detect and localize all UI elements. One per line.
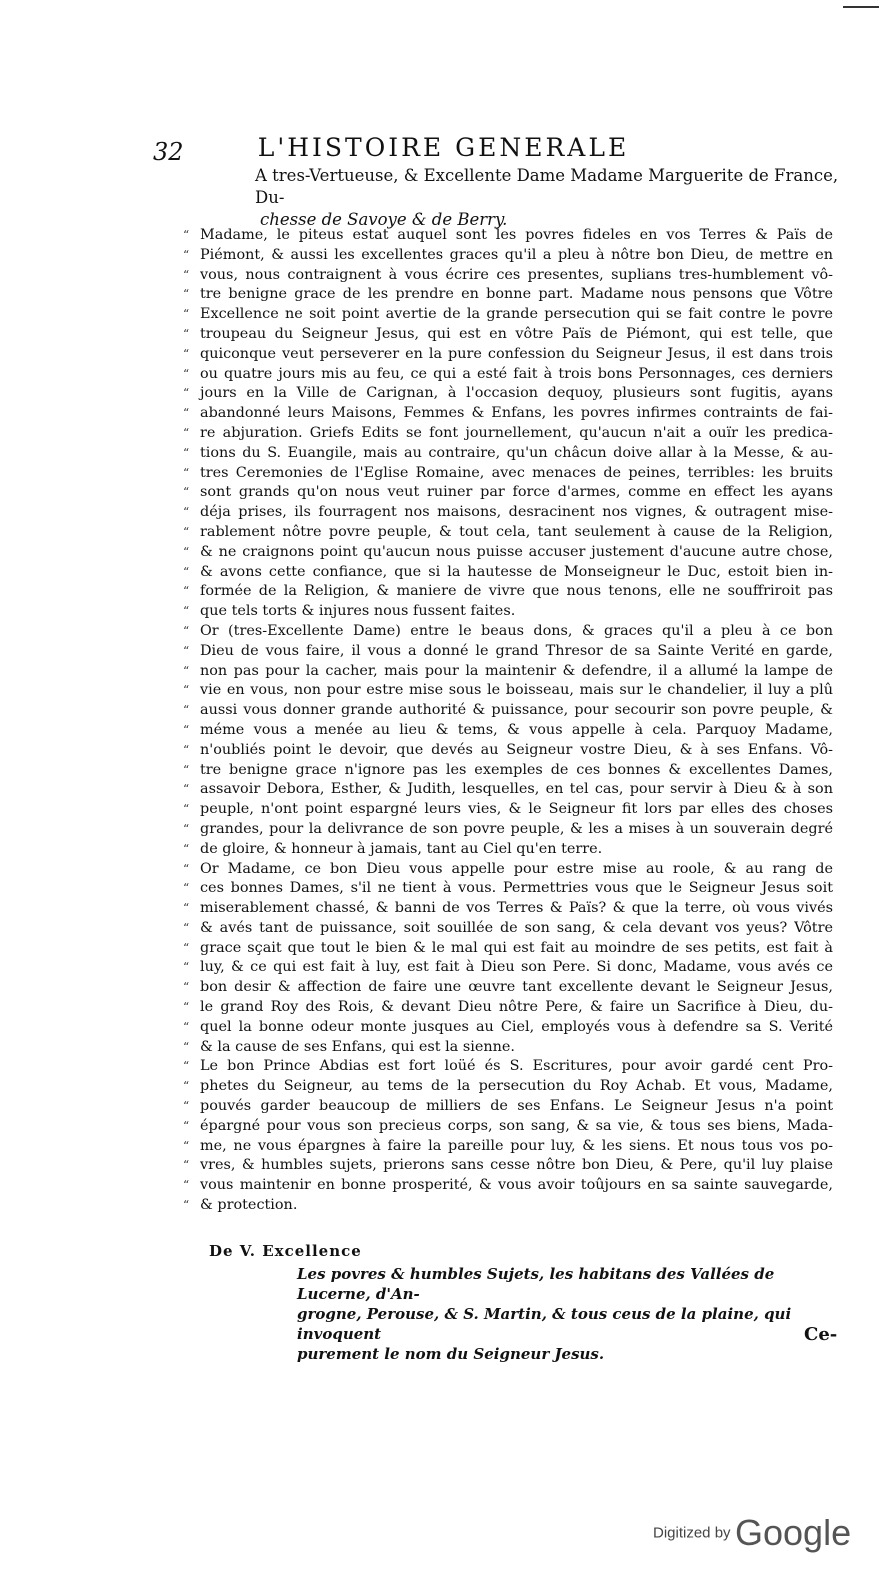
quote-mark: “	[183, 228, 190, 242]
line-text: ou quatre jours mis au feu, ce qui a esté fait à trois bons Personnages, ces derniers	[200, 365, 833, 382]
line-text: pouvés garder beaucoup de milliers de ses Enfans. Le Seigneur Jesus n'a point	[200, 1098, 833, 1115]
line-text: Dieu de vous faire, il vous a donné le grand Thresor de sa Sainte Verité en garde,	[200, 642, 833, 659]
line-text: & protection.	[200, 1197, 298, 1214]
line-text: tions du S. Euangile, mais au contraire, qu'un châcun doive allar à la Messe, & au-	[200, 444, 833, 461]
text-line	[183, 622, 833, 642]
line-text: tres Ceremonies de l'Eglise Romaine, avec menaces de peines, terribles: les bruits	[200, 464, 833, 481]
heading-line: A tres-Vertueuse, & Excellente Dame Madame Marguerite de France, Du-	[255, 166, 839, 207]
line-text: miserablement chassé, & banni de vos Terres & Païs? & que la terre, où vous vivés	[200, 900, 833, 917]
line-text: jours en la Ville de Carignan, à l'occasion dequoy, plusieurs sont fugitis, ayans	[200, 385, 833, 402]
text-line	[183, 919, 833, 939]
quote-mark: “	[183, 287, 190, 302]
letter-body	[183, 226, 833, 1216]
digitized-by-label: Digitized by	[653, 1524, 731, 1542]
quote-mark: “	[183, 1079, 190, 1094]
text-line	[183, 761, 833, 781]
line-text: épargné pour vous son precieus corps, son sang, & sa vie, & tous ses biens, Mada-	[200, 1117, 833, 1134]
text-line	[183, 681, 833, 701]
line-text: & la cause de ses Enfans, qui est la sienne.	[200, 1038, 515, 1055]
quote-mark: “	[183, 1000, 190, 1015]
quote-mark: “	[183, 722, 190, 737]
line-text: Madame, le piteus estat auquel sont les povres fideles en vos Terres & Païs de	[200, 227, 833, 243]
quote-mark: “	[183, 841, 190, 856]
text-line	[183, 701, 833, 721]
closing-salutation: De V. Excellence	[209, 1242, 362, 1260]
quote-mark: “	[183, 861, 190, 876]
line-text: quel la bonne odeur monte jusques au Ciel, employés vous à defendre sa S. Verité	[200, 1018, 833, 1035]
line-text: vous, nous contraignent à vous écrire ces presentes, suplians tres-humblement vô-	[200, 266, 833, 283]
text-line	[183, 582, 833, 602]
line-text: ces bonnes Dames, s'il ne tient à vous. Permettries vous que le Seigneur Jesus soit	[200, 880, 833, 897]
quote-mark: “	[183, 683, 190, 698]
line-text: Piémont, & aussi les excellentes graces qu'il a pleu à nôtre bon Dieu, de mettre en	[200, 246, 833, 263]
text-line	[183, 1196, 833, 1216]
text-line	[183, 424, 833, 444]
page-number: 32	[153, 138, 184, 166]
line-text: me, ne vous épargnes à faire la pareille pour luy, & les siens. Et nous tous vos po-	[200, 1137, 833, 1154]
text-line	[183, 1097, 833, 1117]
quote-mark: “	[183, 940, 190, 955]
quote-mark: “	[183, 901, 190, 916]
line-text: Excellence ne soit point avertie de la grande persecution qui se fait contre le povre	[200, 306, 833, 323]
line-text: Or (tres-Excellente Dame) entre le beaus dons, & graces qu'il a pleu à ce bon	[200, 622, 833, 639]
text-line	[183, 662, 833, 682]
line-text: tre benigne grace de les prendre en bonne part. Madame nous pensons que Vôtre	[200, 286, 833, 303]
text-line	[183, 840, 833, 860]
text-line	[183, 780, 833, 800]
text-line	[183, 800, 833, 820]
text-line	[183, 1018, 833, 1038]
running-head: L'HISTOIRE GENERALE	[257, 133, 630, 162]
quote-mark: “	[183, 920, 190, 935]
quote-mark: “	[183, 1099, 190, 1114]
signature-line: grogne, Perouse, & S. Martin, & tous ceus de la plaine, qui invoquent	[297, 1305, 792, 1343]
text-line	[183, 899, 833, 919]
quote-mark: “	[183, 1158, 190, 1173]
text-line	[183, 939, 833, 959]
quote-mark: “	[183, 326, 190, 341]
quote-mark: “	[183, 1019, 190, 1034]
text-line	[183, 978, 833, 998]
quote-mark: “	[183, 623, 190, 638]
text-line	[183, 879, 833, 899]
quote-mark: “	[183, 782, 190, 797]
text-line	[183, 721, 833, 741]
text-line	[183, 1057, 833, 1077]
quote-mark: “	[183, 425, 190, 440]
line-text: sont grands qu'on nous veut ruiner par force d'armes, comme en effect les ayans	[200, 484, 833, 501]
line-text: & ne craignons point qu'aucun nous puisse accuser justement d'aucune autre chose,	[200, 543, 833, 560]
scan-mark	[843, 6, 879, 8]
text-line	[183, 345, 833, 365]
line-text: déja prises, ils fourragent nos maisons, desracinent nos vignes, & outragent mise-	[200, 504, 833, 521]
quote-mark: “	[183, 821, 190, 836]
quote-mark: “	[183, 307, 190, 322]
quote-mark: “	[183, 1118, 190, 1133]
text-line	[183, 384, 833, 404]
line-text: re abjuration. Griefs Edits se font journellement, qu'aucun n'ait a ouïr les predica-	[200, 424, 833, 441]
text-line	[183, 642, 833, 662]
quote-mark: “	[183, 267, 190, 282]
line-text: quiconque veut perseverer en la pure confession du Seigneur Jesus, il est dans trois	[200, 345, 833, 362]
text-line	[183, 246, 833, 266]
quote-mark: “	[183, 762, 190, 777]
line-text: phetes du Seigneur, au tems de la persecution du Roy Achab. Et vous, Madame,	[200, 1078, 833, 1095]
quote-mark: “	[183, 663, 190, 678]
line-text: Le bon Prince Abdias est fort loüé és S. Escritures, pour avoir gardé cent Pro-	[200, 1058, 833, 1075]
quote-mark: “	[183, 366, 190, 381]
line-text: luy, & ce qui est fait à luy, est fait à Dieu son Pere. Si donc, Madame, vous avés ce	[200, 959, 833, 976]
line-text: aussi vous donner grande authorité & puissance, pour secourir son povre peuple, &	[200, 702, 833, 719]
quote-mark: “	[183, 505, 190, 520]
quote-mark: “	[183, 643, 190, 658]
line-text: méme vous a menée au lieu & tems, & vous appelle à cela. Parquoy Madame,	[200, 721, 833, 738]
line-text: tre benigne grace n'ignore pas les exemples de ces bonnes & excellentes Dames,	[200, 761, 833, 778]
line-text: vres, & humbles sujets, prierons sans cesse nôtre bon Dieu, & Pere, qu'il luy plaise	[200, 1157, 833, 1174]
text-line	[183, 998, 833, 1018]
signature-block	[297, 1264, 832, 1364]
quote-mark: “	[183, 1059, 190, 1074]
line-text: grandes, pour la delivrance de son povre peuple, & les a mises à un souverain degré	[200, 820, 833, 837]
line-text: peuple, n'ont point espargné leurs vies, & le Seigneur fit lors par elles des choses	[200, 801, 833, 818]
line-text: rablement nôtre povre peuple, & tout cela, tant seulement à cause de la Religion,	[200, 523, 833, 540]
heading-line: chesse de Savoye & de Berry.	[260, 210, 508, 229]
line-text: bon desir & affection de faire une œuvre tant excellente devant le Seigneur Jesus,	[200, 979, 833, 996]
quote-mark: “	[183, 544, 190, 559]
text-line	[183, 1038, 833, 1058]
text-line	[183, 860, 833, 880]
line-text: & avons cette confiance, que si la hautesse de Monseigneur le Duc, estoit bien in-	[200, 563, 833, 580]
quote-mark: “	[183, 742, 190, 757]
text-line	[183, 1077, 833, 1097]
text-line	[183, 1117, 833, 1137]
line-text: vie en vous, non pour estre mise sous le boisseau, mais sur le chandelier, il luy a plû	[200, 682, 833, 699]
catchword: Ce-	[804, 1324, 838, 1345]
text-line	[183, 1137, 833, 1157]
text-line	[183, 1176, 833, 1196]
line-text: vous maintenir en bonne prosperité, & vous avoir toûjours en sa sainte sauvegarde,	[200, 1177, 833, 1194]
quote-mark: “	[183, 485, 190, 500]
text-line	[183, 503, 833, 523]
line-text: assavoir Debora, Esther, & Judith, lesquelles, en tel cas, pour servir à Dieu & à son	[200, 781, 833, 798]
text-line	[183, 444, 833, 464]
text-line	[183, 325, 833, 345]
line-text: & avés tant de puissance, soit souillée de son sang, & cela devant vos yeus? Vôtre	[200, 919, 833, 936]
text-line	[183, 958, 833, 978]
quote-mark: “	[183, 703, 190, 718]
text-line	[183, 523, 833, 543]
quote-mark: “	[183, 1039, 190, 1054]
text-line	[183, 563, 833, 583]
quote-mark: “	[183, 881, 190, 896]
line-text: Or Madame, ce bon Dieu vous appelle pour estre mise au roole, & au rang de	[200, 860, 833, 877]
quote-mark: “	[183, 386, 190, 401]
quote-mark: “	[183, 406, 190, 421]
line-text: troupeau du Seigneur Jesus, qui est en vôtre Païs de Piémont, qui est telle, que	[200, 325, 833, 342]
quote-mark: “	[183, 1178, 190, 1193]
line-text: grace sçait que tout le bien & le mal qui est fait au moindre de ses petits, est fait à	[200, 939, 833, 956]
text-line	[183, 226, 833, 246]
text-line	[183, 543, 833, 563]
text-line	[183, 483, 833, 503]
line-text: non pas pour la cacher, mais pour la maintenir & defendre, il a allumé la lampe de	[200, 662, 833, 679]
quote-mark: “	[183, 604, 190, 619]
text-line	[183, 820, 833, 840]
quote-mark: “	[183, 247, 190, 262]
line-text: le grand Roy des Rois, & devant Dieu nôtre Pere, & faire un Sacrifice à Dieu, du-	[200, 999, 833, 1016]
quote-mark: “	[183, 524, 190, 539]
line-text: de gloire, & honneur à jamais, tant au Ciel qu'en terre.	[200, 840, 603, 857]
text-line	[183, 305, 833, 325]
quote-mark: “	[183, 960, 190, 975]
signature-line: Les povres & humbles Sujets, les habitans des Vallées de Lucerne, d'An-	[297, 1265, 775, 1303]
line-text: abandonné leurs Maisons, Femmes & Enfans, les povres infirmes contraints de fai-	[200, 405, 833, 422]
letter-heading	[255, 165, 845, 231]
quote-mark: “	[183, 584, 190, 599]
quote-mark: “	[183, 346, 190, 361]
line-text: formée de la Religion, & maniere de vivre que nous tenons, elle ne souffriroit pas	[200, 583, 833, 600]
quote-mark: “	[183, 980, 190, 995]
google-logo: Google	[735, 1512, 852, 1553]
digitized-watermark	[653, 1512, 851, 1554]
text-line	[183, 266, 833, 286]
text-line	[183, 464, 833, 484]
quote-mark: “	[183, 445, 190, 460]
signature-line: purement le nom du Seigneur Jesus.	[297, 1345, 605, 1363]
quote-mark: “	[183, 465, 190, 480]
quote-mark: “	[183, 1198, 190, 1213]
text-line	[183, 602, 833, 622]
text-line	[183, 1156, 833, 1176]
quote-mark: “	[183, 802, 190, 817]
text-line	[183, 365, 833, 385]
line-text: n'oubliés point le devoir, que devés au Seigneur vostre Dieu, & à ses Enfans. Vô-	[200, 741, 833, 758]
line-text: que tels torts & injures nous fussent faites.	[200, 603, 516, 620]
text-line	[183, 741, 833, 761]
quote-mark: “	[183, 1138, 190, 1153]
quote-mark: “	[183, 564, 190, 579]
text-line	[183, 285, 833, 305]
text-line	[183, 404, 833, 424]
